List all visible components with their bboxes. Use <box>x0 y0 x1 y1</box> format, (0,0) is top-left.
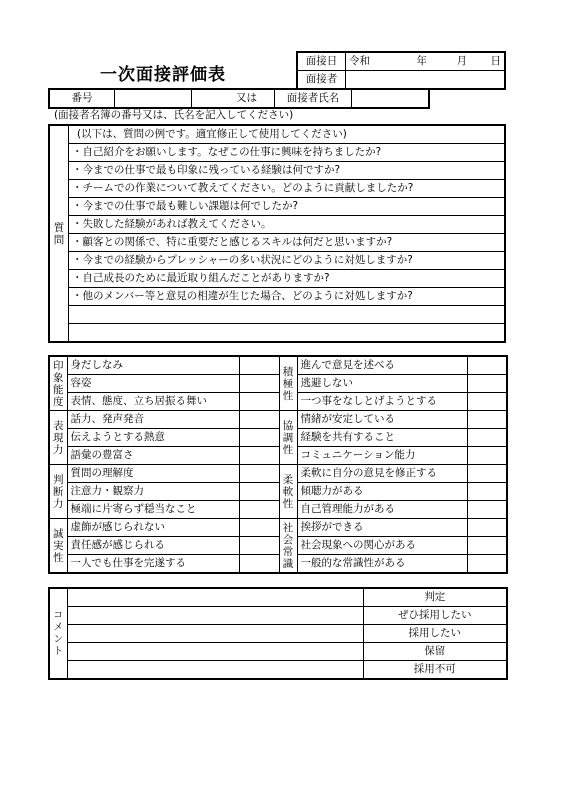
criteria-item: 挨拶ができる <box>297 519 467 537</box>
criteria-item: 情緒が安定している <box>297 411 467 429</box>
criteria-item: 注意力・観察力 <box>67 483 239 501</box>
name-label: 面接者氏名 <box>275 89 352 108</box>
criteria-label-proactiveness: 積極性 <box>279 356 297 411</box>
score-cell[interactable] <box>467 483 507 501</box>
criteria-item: コミュニケーション能力 <box>297 447 467 465</box>
number-label: 番号 <box>49 89 115 108</box>
comment-line[interactable] <box>67 625 363 643</box>
comment-line[interactable] <box>67 643 363 661</box>
criteria-item: 進んで意見を述べる <box>297 356 467 375</box>
question-item: ・他のメンバー等と意見の相違が生じた場合、どのように対処しますか? <box>69 288 506 306</box>
criteria-item: 語彙の豊富さ <box>67 447 239 465</box>
questions-label: 質問 <box>49 125 69 342</box>
score-cell[interactable] <box>467 411 507 429</box>
criteria-item: 質問の理解度 <box>67 465 239 483</box>
questions-table <box>48 124 506 343</box>
criteria-label-sincerity: 誠実性 <box>49 519 67 574</box>
score-cell[interactable] <box>467 519 507 537</box>
score-cell[interactable] <box>239 375 279 393</box>
or-label: 又は <box>192 89 261 108</box>
score-cell[interactable] <box>467 393 507 411</box>
score-cell[interactable] <box>239 501 279 519</box>
question-item: ・今までの経験からプレッシャーの多い状況にどのように対処しますか? <box>69 252 506 270</box>
score-cell[interactable] <box>467 356 507 375</box>
score-cell[interactable] <box>467 501 507 519</box>
criteria-item: 虚飾が感じられない <box>67 519 239 537</box>
comment-line[interactable] <box>67 661 363 680</box>
judgement-option[interactable]: 保留 <box>363 643 507 661</box>
score-cell[interactable] <box>467 555 507 574</box>
criteria-label-expression: 表現力 <box>49 411 67 465</box>
criteria-item: 一人でも仕事を完遂する <box>67 555 239 574</box>
criteria-item: 自己管理能力がある <box>297 501 467 519</box>
score-cell[interactable] <box>239 447 279 465</box>
score-cell[interactable] <box>239 465 279 483</box>
criteria-item: 話力、発声発音 <box>67 411 239 429</box>
score-cell[interactable] <box>239 393 279 411</box>
year-label: 年 <box>416 55 427 67</box>
criteria-item: 社会現象への関心がある <box>297 537 467 555</box>
questions-header: (以下は、質問の例です。適宜修正して使用してください) <box>69 125 506 144</box>
score-cell[interactable] <box>467 375 507 393</box>
score-cell[interactable] <box>467 537 507 555</box>
era-label: 令和 <box>349 55 370 67</box>
question-blank-line[interactable] <box>69 306 506 324</box>
question-blank-line[interactable] <box>69 324 506 343</box>
score-cell[interactable] <box>239 483 279 501</box>
criteria-table <box>48 355 508 574</box>
score-cell[interactable] <box>239 519 279 537</box>
criteria-item: 容姿 <box>67 375 239 393</box>
date-interviewer-box <box>296 51 506 90</box>
judgement-option[interactable]: 採用不可 <box>363 661 507 680</box>
criteria-item: 柔軟に自分の意見を修正する <box>297 465 467 483</box>
id-row <box>48 88 430 109</box>
judgement-label: 判定 <box>363 588 507 607</box>
criteria-item: 一般的な常識性がある <box>297 555 467 574</box>
score-cell[interactable] <box>239 555 279 574</box>
date-label: 面接日 <box>297 52 346 71</box>
question-item: ・今までの仕事で最も印象に残っている経験は何ですか? <box>69 162 506 180</box>
criteria-item: 伝えようとする熱意 <box>67 429 239 447</box>
question-item: ・失敗した経験があれば教えてください。 <box>69 216 506 234</box>
score-cell[interactable] <box>239 356 279 375</box>
judgement-option[interactable]: ぜひ採用したい <box>363 607 507 625</box>
criteria-item: 傾聴力がある <box>297 483 467 501</box>
score-cell[interactable] <box>239 411 279 429</box>
interviewer-label: 面接者 <box>297 71 346 90</box>
criteria-item: 一つ事をなしとげようとする <box>297 393 467 411</box>
month-label: 月 <box>456 55 467 67</box>
criteria-item: 表情、態度、立ち居振る舞い <box>67 393 239 411</box>
name-field[interactable] <box>352 89 430 108</box>
criteria-label-impression: 印象能度 <box>49 356 67 411</box>
question-item: ・自己成長のために最近取り組んだことがありますか? <box>69 270 506 288</box>
criteria-item: 極端に片寄らず穏当なこと <box>67 501 239 519</box>
page-title: 一次面接評価表 <box>100 65 226 85</box>
number-field[interactable] <box>115 89 192 108</box>
question-item: ・今までの仕事で最も難しい課題は何でしたか? <box>69 198 506 216</box>
day-label: 日 <box>490 55 501 67</box>
criteria-item: 経験を共有すること <box>297 429 467 447</box>
note-text: (面接者名簿の番号又は、氏名を記入してください) <box>54 109 294 121</box>
comment-line[interactable] <box>67 588 363 607</box>
criteria-label-cooperation: 協調性 <box>279 411 297 465</box>
judgement-option[interactable]: 採用したい <box>363 625 507 643</box>
comment-line[interactable] <box>67 607 363 625</box>
score-cell[interactable] <box>467 429 507 447</box>
interviewer-field[interactable] <box>346 71 506 90</box>
question-item: ・顧客との関係で、特に重要だと感じるスキルは何だと思いますか? <box>69 234 506 252</box>
comment-label: コメント <box>49 588 67 679</box>
score-cell[interactable] <box>239 537 279 555</box>
score-cell[interactable] <box>467 465 507 483</box>
criteria-item: 責任感が感じられる <box>67 537 239 555</box>
date-field[interactable] <box>346 52 506 71</box>
score-cell[interactable] <box>239 429 279 447</box>
criteria-item: 身だしなみ <box>67 356 239 375</box>
comment-table <box>48 587 508 680</box>
criteria-label-flexibility: 柔軟性 <box>279 465 297 519</box>
criteria-item: 逃避しない <box>297 375 467 393</box>
question-item: ・自己紹介をお願いします。なぜこの仕事に興味を持ちましたか? <box>69 144 506 162</box>
criteria-label-judgement: 判断力 <box>49 465 67 519</box>
score-cell[interactable] <box>467 447 507 465</box>
criteria-label-common-sense: 社会常識 <box>279 519 297 574</box>
question-item: ・チームでの作業について教えてください。どのように貢献しましたか? <box>69 180 506 198</box>
